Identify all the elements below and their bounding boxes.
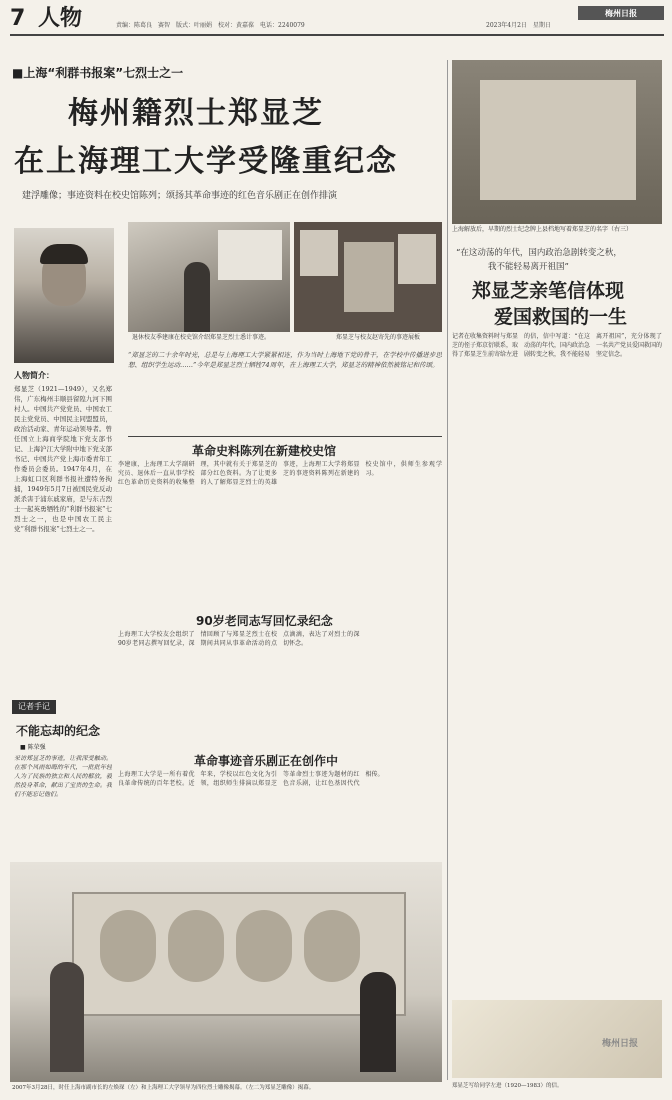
kicker: ■上海“利群书报案”七烈士之一 [12, 66, 184, 80]
exhibit-photo-caption: 退休校友季建康在校史馆介绍郑显芝烈士悉计事迹。 [132, 334, 271, 341]
headline-subtitle: 建浮雕像；事迹资料在校史馆陈列；颂扬其革命事迹的红色音乐剧正在创作排演 [22, 191, 338, 201]
section-1-body: 李建康，上海理工大学副研究员、退休后一直从事学校红色革命历史资料的收集整理，其中就有关于郑显芝的部分红色资料。为了让更多的人了解郑显芝烈士的英雄事迹，上海理工大学将郑显芝的事迹资料陈列在新建的校史馆中，供师生参观学习。 [118, 461, 442, 486]
display-frame-2 [344, 242, 394, 312]
exhibit-person [184, 262, 210, 332]
statue-photo [10, 862, 442, 1082]
header-rule [10, 34, 664, 36]
right-headline-line2: 爱国救国的一生 [494, 306, 628, 328]
right-body: 记者在收集资料时与郑显芝的侄子郑京衍联系，取得了郑显芝生前寄给左进的信，信中写道：“在这动荡的年代，国内政治急剧转变之秋，我不能轻易离开祖国”，充分体现了一名共产党员爱国救国的坚定信念。 [452, 333, 662, 358]
quote-line-2: 我不能轻易离开祖国” [488, 262, 569, 272]
header-date: 2023年4月2日 星期日 [486, 22, 551, 29]
section-title-2: 90岁老同志写回忆录纪念 [196, 614, 333, 628]
memorial-caption: 上海解放后，早期的烈士纪念牌上县档地写着郑显芝的名字（右三） [452, 226, 633, 233]
masthead-text: 梅州日报 [605, 8, 637, 18]
statue-relief-2 [168, 910, 224, 982]
bio-caption: 人物简介： [14, 370, 54, 380]
column-title: 不能忘却的纪念 [16, 724, 101, 738]
section-3-body: 上海理工大学是一所有着优良革命传统的百年老校。近年来，学校以红色文化为引领，组织师生排演以郑显芝等革命烈士事迹为题材的红色音乐剧，让红色基因代代相传。 [118, 771, 384, 787]
statue-relief-3 [236, 910, 292, 982]
masthead-logo [578, 6, 664, 20]
letter-caption: 郑显芝写给同学左进（1920—1983）的信。 [452, 1083, 563, 1089]
portrait-photo [14, 228, 114, 363]
section-title-3: 革命事迹音乐剧正在创作中 [194, 754, 339, 768]
display-frame-3 [398, 234, 436, 284]
right-headline-line1: 郑显芝亲笔信体现 [472, 280, 625, 302]
section-name: 人物 [38, 6, 83, 31]
intro-rule [128, 436, 442, 437]
page-number: 7 [10, 6, 26, 31]
column-byline: ■ 陈荣强 [20, 744, 46, 751]
column-divider [447, 60, 448, 1080]
headline-line1: 梅州籍烈士郑显芝 [68, 96, 324, 131]
display-photo-caption: 郑显芝与校友赵寄先的事迹展板 [336, 334, 421, 341]
bio-text: 郑显芝（1921—1949），又名郑伟，广东梅州丰顺县留隍九河下围村人。中国共产党党员、中国农工民主党党员、中国民主同盟盟员，政治活动家、青年运动领导者。曾任国立上海商学院地下党支部书记、上海沪江大学附中地下党支部书记、中国共产党上海市委青年工作委员会委员。1947年4月，在上海虹口区利群书报社遭特务拘捕，1949年5月7日被国民党反动派杀害于浦东戚家庙，是与东吉烈士一起英勇牺牲的“利群书报案”七烈士之一，也是中国农工民主党“利群书报案”七烈士之一。 [14, 385, 112, 533]
portrait-hair [40, 244, 88, 264]
display-photo [294, 222, 442, 332]
exhibit-photo [128, 222, 290, 332]
letter-stamp [602, 1036, 650, 1054]
intro-text: “郑显芝的二十余年时光，总是与上海理工大学紧紧相连，作为当时上海地下党的骨干，在学校中传播进步思想、组织学生运动……”今年是郑显芝烈士牺牲74周年，在上海理工大学，郑显芝的精神依然被铭记和传颂。 [128, 351, 442, 369]
stamp-text: 梅州日报 [602, 1039, 639, 1049]
quote-line-1: “在这动荡的年代，国内政治急剧转变之秋， [456, 248, 622, 258]
statue-relief-1 [100, 910, 156, 982]
statue-relief-4 [304, 910, 360, 982]
person-left [50, 962, 84, 1072]
column-tag [12, 700, 56, 714]
statue-photo-caption: 2007年3月28日，时任上海市副市长的左焕琛（左）和上海理工大学领导为四位烈士雕像揭幕。（左二为郑显芝雕像）揭幕。 [12, 1085, 315, 1091]
display-frame-1 [300, 230, 338, 276]
person-right [360, 972, 396, 1072]
section-title-1: 革命史料陈列在新建校史馆 [192, 444, 337, 458]
headline-line2: 在上海理工大学受隆重纪念 [14, 144, 398, 179]
header-credits: 责编：陈葛良 赛智 版式：叶丽娟 校对：黄嘉葆 电话：2240079 [116, 22, 305, 29]
page-header [10, 6, 664, 34]
memorial-plaque [480, 80, 636, 200]
column-body: 采访郑显芝的事迹，让我深受触动。在那个风雨如晦的年代，一批批年轻人为了民族的独立和人民的解放，毅然投身革命，献出了宝贵的生命。我们不能忘记他们。 [14, 755, 112, 798]
section-2-body: 上海理工大学校友会组织了90岁老同志撰写回忆录，深情回顾了与郑显芝烈士在校期间共同从事革命活动的点点滴滴，表达了对烈士的深切怀念。 [118, 631, 360, 647]
column-tag-text: 记者手记 [18, 702, 50, 711]
memorial-photo [452, 60, 662, 224]
exhibit-wall [218, 230, 282, 280]
letter-photo [452, 1000, 662, 1078]
